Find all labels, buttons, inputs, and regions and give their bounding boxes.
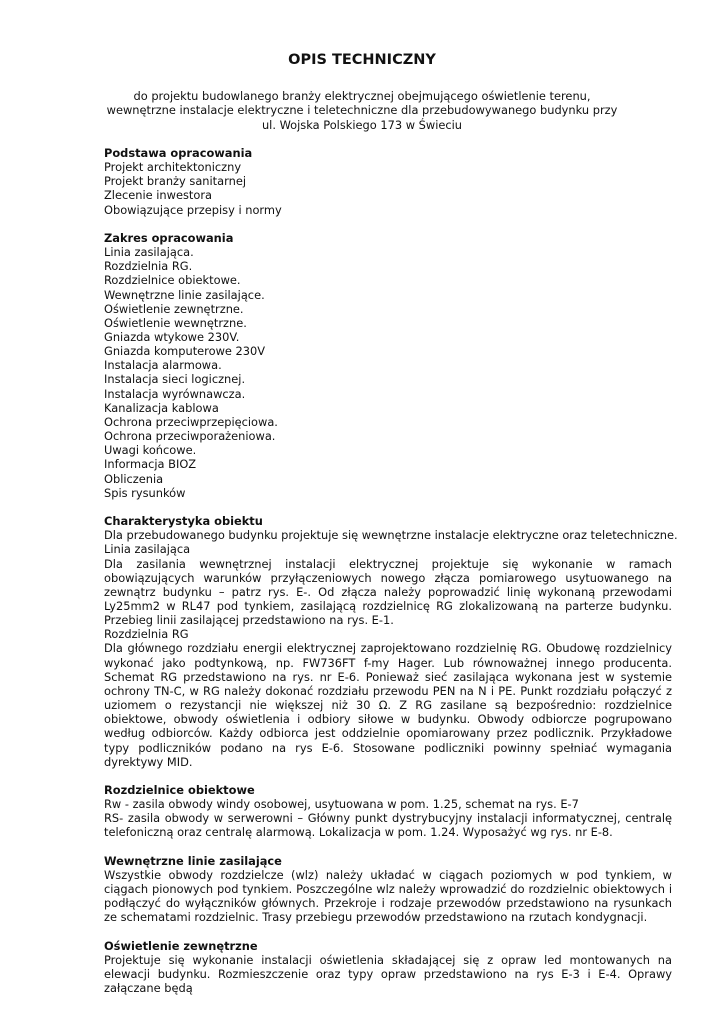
paragraph: Wszystkie obwody rozdzielcze (wlz) należy układać w ciągach poziomych w pod tynkiem, w ciągach pionowych pod tynkiem. Poszczególne wlz należy wprowadzić do rozdzielnic obiektowych i podłączyć do wyłączników głównych. Przekroje i rodzaje przewodów przedstawiono na rysunkach ze schematami rozdzielnic. Trasy przebiegu przewodów przedstawiono na rzutach kondygnacji.: [104, 867, 672, 925]
section-characteristics: [104, 514, 678, 769]
paragraph: RS- zasila obwody w serwerowni – Główny punkt dystrybucyjny instalacji informatycznej, centralę telefoniczną oraz centralę alarmową. Lokalizacja w pom. 1.24. Wyposażyć wg rys. nr E-8.: [104, 811, 672, 840]
section-switchboards: [104, 783, 672, 840]
paragraph: Projektuje się wykonanie instalacji oświetlenia składającej się z opraw led montowanych na elewacji budynku. Rozmieszczenie oraz typy opraw przedstawiono na rys E-3 i E-4. Oprawy załączane będą: [104, 952, 672, 996]
paragraph: Dla głównego rozdziału energii elektrycznej zaprojektowano rozdzielnię RG. Obudowę rozdzielnicy wykonać jako podtynkową, np. FW736FT f-my Hager. Lub równoważnej innego producenta. Schemat RG przedstawiono na rys. nr E-6. Ponieważ sieć zasilająca wykonana jest w systemie ochrony TN-C, w RG należy dokonać rozdziału przewodu PEN na N i PE. Punkt rozdziału połączyć z uziomem o rezystancji nie większej niż 30 Ω. Z RG zasilane są bezpośrednio: rozdzielnice obiektowe, obwody oświetlenia i odbiory siłowe w budynku. Obwody odbiorcze pogrupowano według odbiorców. Każdy odbiorca jest oddzielnie opomiarowany przez podlicznik. Przykładowe typy podliczników podano na rys E-6. Stosowane podliczniki powinny spełniać wymagania dyrektywy MID.: [104, 641, 672, 769]
list-item: Gniazda komputerowe 230V: [104, 344, 266, 359]
document-subtitle: do projektu budowlanego branży elektrycznej obejmującego oświetlenie terenu, wewnętrzne instalacje elektryczne i teletechniczne dla przebudowywanego budynku przy ul. Wojska Polskiego 173 w Świeciu: [106, 89, 618, 132]
list-item: Zlecenie inwestora: [104, 188, 212, 203]
list-item: Wewnętrzne linie zasilające.: [104, 287, 265, 302]
list-item: Rozdzielnice obiektowe.: [104, 273, 241, 288]
list-item: Gniazda wtykowe 230V.: [104, 330, 240, 345]
list-item: Uwagi końcowe.: [104, 443, 197, 458]
list-item: Projekt branży sanitarnej: [104, 174, 246, 189]
paragraph: Dla przebudowanego budynku projektuje się wewnętrzne instalacje elektryczne oraz teletechniczne.: [104, 528, 678, 543]
list-item: Informacja BIOZ: [104, 457, 197, 472]
list-item: Ochrona przeciwporażeniowa.: [104, 429, 276, 444]
list-item: Projekt architektoniczny: [104, 160, 242, 175]
paragraph: Rw - zasila obwody windy osobowej, usytuowana w pom. 1.25, schemat na rys. E-7: [104, 797, 579, 812]
list-item: Oświetlenie zewnętrzne.: [104, 301, 244, 316]
section-heading: Oświetlenie zewnętrzne: [104, 938, 258, 953]
list-item: Ochrona przeciwprzepięciowa.: [104, 414, 278, 429]
list-item: Instalacja alarmowa.: [104, 358, 222, 373]
list-item: Rozdzielnia RG.: [104, 259, 193, 274]
section-exterior-lighting: [104, 939, 672, 996]
section-internal-lines: [104, 854, 672, 925]
section-basis: [104, 146, 672, 217]
section-heading: Rozdzielnice obiektowe: [104, 782, 255, 797]
section-heading: Podstawa opracowania: [104, 146, 253, 160]
list-item: Oświetlenie wewnętrzne.: [104, 315, 247, 330]
list-item: Kanalizacja kablowa: [104, 400, 219, 415]
section-scope: [104, 231, 672, 500]
list-item: Instalacja sieci logicznej.: [104, 372, 246, 387]
list-item: Linia zasilająca.: [104, 245, 194, 260]
paragraph: Dla zasilania wewnętrznej instalacji elektrycznej projektuje się wykonanie w ramach obowiązujących warunków przyłączeniowych nowego złącza pomiarowego usytuowanego na zewnątrz budynku – patrz rys. E-. Od złącza należy poprowadzić linię wykonaną przewodami Ly25mm2 w RL47 pod tynkiem, zasilającą rozdzielnicę RG zlokalizowaną na parterze budynku. Przebieg linii zasilającej przedstawiono na rys. E-1.: [104, 556, 672, 628]
subsection-label: Linia zasilająca: [104, 542, 191, 557]
list-item: Obowiązujące przepisy i normy: [104, 202, 282, 217]
subsection-label: Rozdzielnia RG: [104, 627, 189, 642]
list-item: Obliczenia: [104, 471, 164, 486]
section-heading: Charakterystyka obiektu: [104, 514, 263, 529]
section-heading: Zakres opracowania: [104, 230, 234, 245]
document-body: [104, 146, 678, 1009]
list-item: Spis rysunków: [104, 485, 186, 500]
document-title: OPIS TECHNICZNY: [288, 52, 436, 68]
section-heading: Wewnętrzne linie zasilające: [104, 853, 282, 868]
list-item: Instalacja wyrównawcza.: [104, 386, 246, 401]
